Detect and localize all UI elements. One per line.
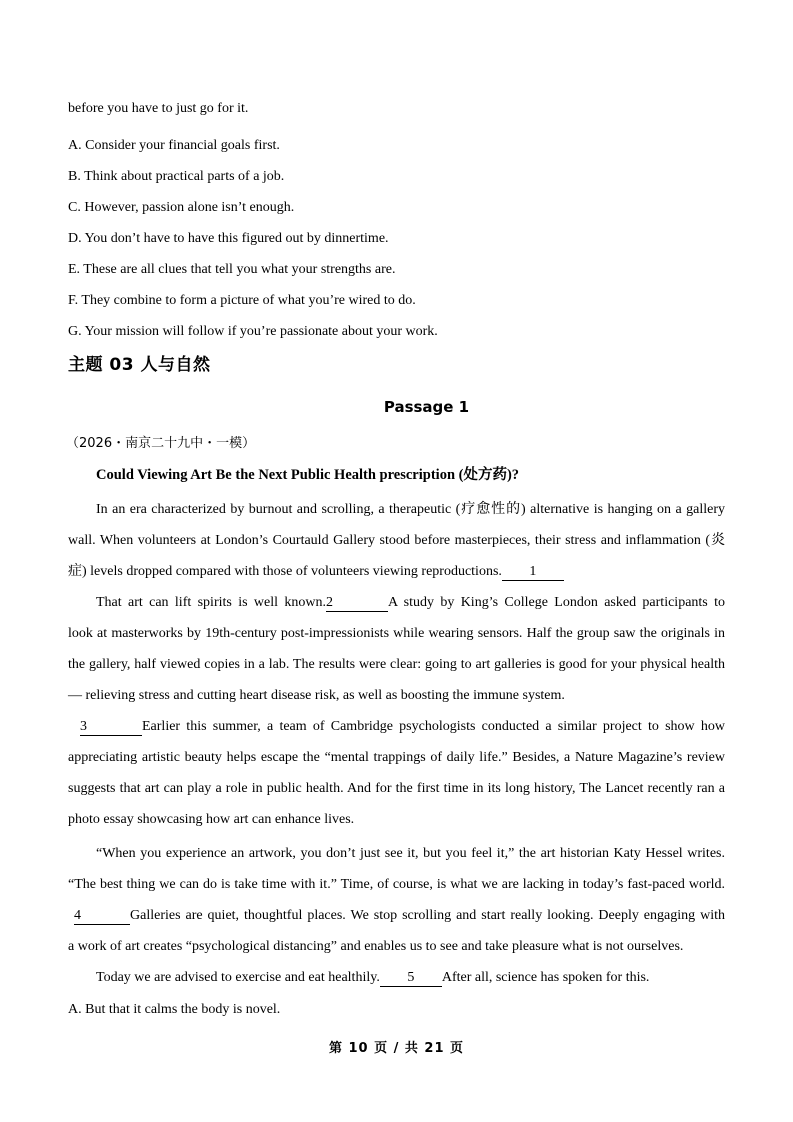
bottom-option-item-a: A. But that it calms the body is novel. (68, 1002, 281, 1017)
p1-l3-text: 症) levels dropped compared with those of volunteers viewing reproductions. (68, 564, 502, 579)
option-item-g: G. Your mission will follow if you’re passionate about your work. (68, 324, 438, 339)
p6-l1-before: Today we are advised to exercise and eat healthily. (96, 970, 380, 985)
paragraph4-line2: “The best thing we can do is take time with it.” Time, of course, is what we are lacking in today’s fast-paced world. (68, 877, 725, 892)
paragraph6-line1 (68, 971, 649, 987)
paragraph3-line2: appreciating artistic beauty helps escape the “mental trappings of daily life.” Besides, a Nature Magazine’s review (68, 750, 725, 765)
option-item-a: A. Consider your financial goals first. (68, 138, 280, 153)
blank-4[interactable]: 4 (74, 909, 130, 925)
paragraph5-line2: a work of art creates “psychological distancing” and enables us to see and take pleasure what is not ourselves. (68, 939, 684, 954)
option-item-e: E. These are all clues that tell you what your strengths are. (68, 262, 396, 277)
continued-line: before you have to just go for it. (68, 101, 249, 116)
p1-l1-text: In an era characterized by burnout and scrolling, a therapeutic (疗愈性的) alternative is hanging on a gallery (96, 502, 725, 517)
blank-1[interactable]: 1 (502, 565, 564, 581)
blank-3[interactable]: 3 (80, 720, 142, 736)
paragraph2-line2: look at masterworks by 19th-century post-impressionists while wearing sensors. Half the group saw the originals in (68, 626, 725, 641)
paragraph2-line1 (68, 596, 725, 612)
paragraph1-line1 (68, 503, 725, 517)
theme-heading: 主题 03 人与自然 (68, 355, 211, 375)
paragraph1-line3 (68, 565, 564, 581)
paragraph2-line3: the gallery, half viewed copies in a lab. The results were clear: going to art galleries is good for your physical health (68, 657, 725, 672)
paragraph4-line1 (68, 847, 725, 861)
option-item-b: B. Think about practical parts of a job. (68, 169, 285, 184)
option-item-f: F. They combine to form a picture of what you’re wired to do. (68, 293, 416, 308)
blank-2[interactable]: 2 (326, 596, 388, 612)
p2-l1-after: A study by King’s College London asked participants to (387, 595, 725, 610)
page-footer: 第 10 页 / 共 21 页 (328, 1041, 465, 1056)
paragraph3-line1 (68, 720, 725, 736)
p5-l1-after: Galleries are quiet, thoughtful places. We stop scrolling and start really looking. Deeply engaging with (130, 908, 725, 923)
option-item-c: C. However, passion alone isn’t enough. (68, 200, 295, 215)
article-title: Could Viewing Art Be the Next Public Health prescription (处方药)? (96, 467, 520, 483)
paragraph2-line4: — relieving stress and cutting heart disease risk, as well as boosting the immune system. (68, 688, 565, 703)
source-meta: （2026・南京二十九中・一模） (66, 436, 256, 451)
paragraph3-line4: photo essay showcasing how art can enhance lives. (68, 812, 355, 827)
p3-l1-after: Earlier this summer, a team of Cambridge psychologists conducted a similar project to show how (142, 719, 725, 734)
p4-l1-text: “When you experience an artwork, you don’t just see it, but you feel it,” the art historian Katy Hessel writes. (96, 846, 725, 861)
p6-l1-after: After all, science has spoken for this. (441, 970, 650, 985)
paragraph3-line3: suggests that art can play a role in public health. And for the first time in its long history, The Lancet recently ran a (68, 781, 725, 796)
paragraph1-line2: wall. When volunteers at London’s Courtauld Gallery stood before masterpieces, their stress and inflammation (炎 (68, 533, 725, 548)
passage-heading: Passage 1 (383, 398, 470, 416)
blank-5[interactable]: 5 (380, 971, 442, 987)
p2-l1-before: That art can lift spirits is well known. (96, 595, 326, 610)
option-item-d: D. You don’t have to have this figured out by dinnertime. (68, 231, 389, 246)
paragraph5-line1 (68, 909, 725, 925)
